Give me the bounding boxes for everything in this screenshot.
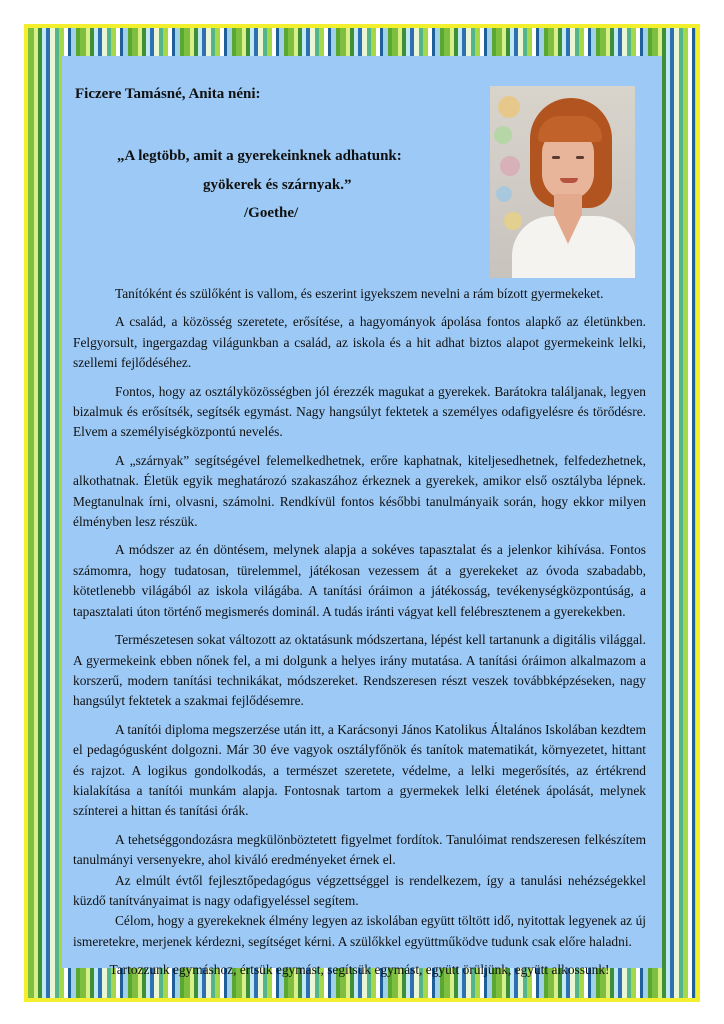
- paragraph: Tanítóként és szülőként is vallom, és eszerint igyekszem nevelni a rám bízott gyermekeket.: [115, 286, 604, 301]
- paragraph: A család, a közösség szeretete, erősítése, a hagyományok ápolása fontos alapkő az életünkben. Felgyorsult, ingergazdag világunkban a család, az iskola és a hit adhat biztos alapot gyermekeink lelki, szellemi fejlődéséhez.: [73, 314, 646, 371]
- quote-author: /Goethe/: [244, 205, 299, 221]
- closing-line: Tartozzunk egymáshoz, értsük egymást, segítsük egymást, együtt örüljünk, együtt alkossunk!: [109, 962, 610, 978]
- paragraph: A „szárnyak” segítségével felemelkedhetnek, erőre kaphatnak, kiteljesedhetnek, felfedezhetnek, alkothatnak. Életük egyik meghatározó szakaszához érkeznek a gyerekek, amikor első osztályba lépnek. Megtanulnak írni, olvasni, számolni. Rendkívül fontos későbbi tanulmányaik során, hogy ekkor milyen élményben lesz részük.: [73, 452, 646, 530]
- article-body: [73, 284, 646, 989]
- teacher-portrait-photo: [490, 86, 635, 278]
- paragraph: A módszer az én döntésem, melynek alapja a sokéves tapasztalat és a jelenkor kihívása. Fontos számomra, hogy tudatosan, türelemmel, játékosan vezessem át a gyerekeket az óvoda szabadabb, kötetlenebb világából az iskola világába. A tanítási óráimon a játékosság, tevékenységközpontúság, a tapasztalati úton történő megismerés dominál. A tudás iránti vágyat kell felébresztenem a gyerekekben.: [73, 542, 646, 619]
- quote-line-2: gyökerek és szárnyak.”: [203, 177, 352, 193]
- teacher-name-heading: Ficzere Tamásné, Anita néni:: [75, 86, 261, 102]
- paragraph: A tehetséggondozásra megkülönböztetett figyelmet fordítok. Tanulóimat rendszeresen felkészítem tanulmányi versenyekre, ahol kiváló eredményeket érnek el.: [73, 831, 646, 868]
- paragraph: Fontos, hogy az osztályközösségben jól érezzék magukat a gyerekek. Barátokra találjanak, legyen bizalmuk és erősítsék, segítsék egymást. Nagy hangsúlyt fektetek a személyes odafigyelésre és törődésre. Elvem a személyiségközpontú nevelés.: [73, 383, 646, 440]
- paragraph: Az elmúlt évtől fejlesztőpedagógus végzettséggel is rendelkezem, így a tanulási nehézségekkel küzdő tanítványaimat is nagy odafigyeléssel segítem.: [73, 872, 646, 908]
- quote-line-1: „A legtöbb, amit a gyerekeinknek adhatunk:: [117, 148, 402, 164]
- paragraph: A tanítói diploma megszerzése után itt, a Karácsonyi János Katolikus Általános Iskolában kezdtem el pedagógusként dolgozni. Már 30 éve vagyok osztályfőnök és tanítok matematikát, környezetet, hittant és rajzot. A logikus gondolkodás, a természet szeretete, védelme, a lelki megerősítés, az értékrend kialakítása a tanítói munkám alapja. Fontosnak tartom a gyermekek lelki életének ápolását, melynek színterei a hittan és tanítási órák.: [73, 721, 646, 819]
- paragraph: Célom, hogy a gyerekeknek élmény legyen az iskolában együtt töltött idő, nyitottak legyenek az új ismeretekre, merjenek kérdezni, segítséget kérni. A szülőkkel együttműködve tudunk csak előre haladni.: [73, 913, 646, 949]
- paragraph: Természetesen sokat változott az oktatásunk módszertana, lépést kell tartanunk a digitális világgal. A gyermekeink ebben nőnek fel, a mi dolgunk a helyes irány mutatása. A tanítási óráimon alkalmazom a korszerű, modern tanítási technikákat, módszereket. Rendszeresen részt veszek továbbképzéseken, nagy hangsúlyt fektetek a szakmai fejlődésemre.: [73, 632, 646, 709]
